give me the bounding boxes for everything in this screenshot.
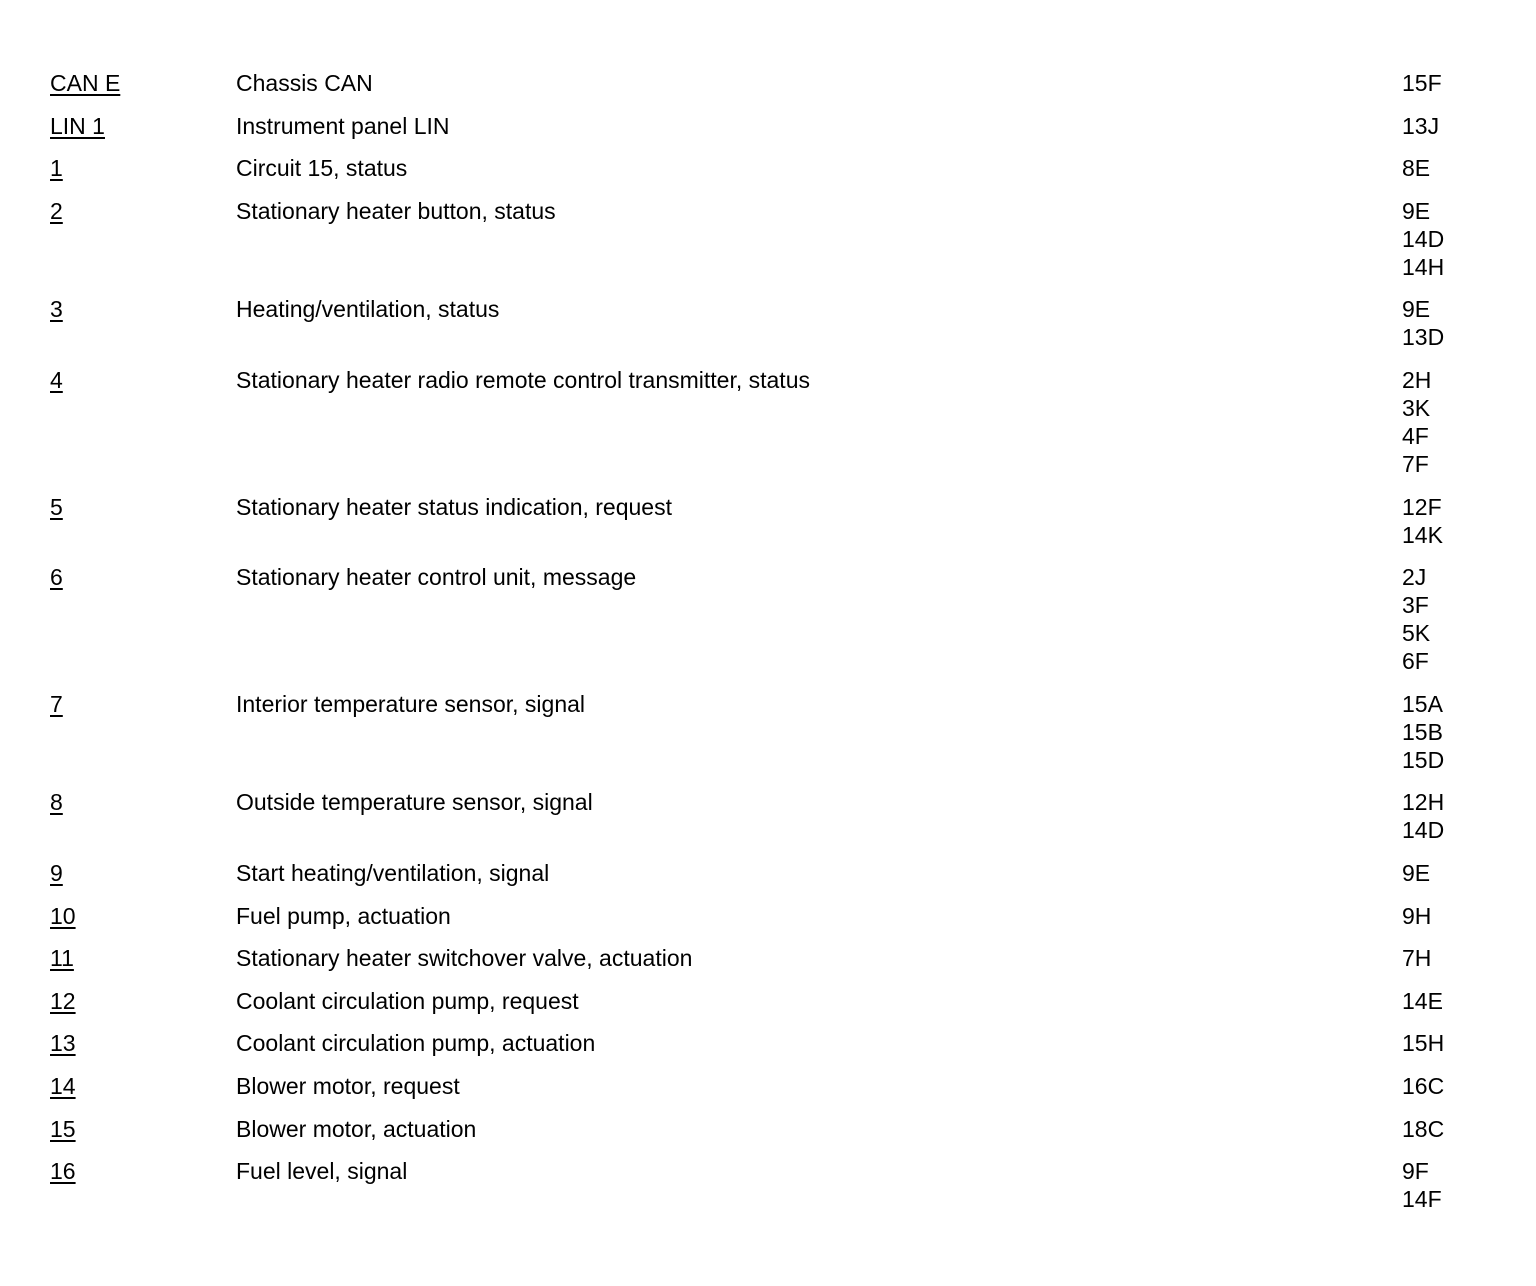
signal-description: Start heating/ventilation, signal	[236, 859, 550, 886]
signal-key-link[interactable]: 7	[50, 690, 63, 717]
grid-reference: 6F	[1402, 648, 1429, 675]
signal-key-link[interactable]: 13	[50, 1030, 76, 1057]
grid-reference: 8E	[1402, 155, 1431, 182]
signal-key-link[interactable]: 12	[50, 987, 76, 1014]
grid-reference: 15D	[1402, 746, 1445, 773]
grid-reference: 9E	[1402, 296, 1431, 323]
grid-references	[1402, 987, 1482, 1015]
grid-references	[1402, 788, 1482, 844]
grid-reference: 7H	[1402, 945, 1432, 972]
list-item	[50, 493, 1490, 549]
grid-reference: 5K	[1402, 620, 1431, 647]
signal-key-link[interactable]: 1	[50, 155, 63, 182]
signal-description: Stationary heater switchover valve, actuation	[236, 945, 693, 972]
list-item	[50, 690, 1490, 774]
signal-description: Circuit 15, status	[236, 155, 408, 182]
grid-reference: 13J	[1402, 112, 1440, 139]
signal-key-link[interactable]: 10	[50, 902, 76, 929]
list-item	[50, 112, 1490, 140]
signal-description: Coolant circulation pump, actuation	[236, 1030, 596, 1057]
grid-reference: 2H	[1402, 366, 1432, 393]
signal-description: Blower motor, request	[236, 1072, 460, 1099]
grid-references	[1402, 69, 1482, 97]
grid-references	[1402, 493, 1482, 549]
signal-description: Stationary heater control unit, message	[236, 564, 637, 591]
grid-references	[1402, 563, 1482, 675]
signal-key-link[interactable]: 14	[50, 1072, 76, 1099]
grid-reference: 14E	[1402, 987, 1443, 1014]
grid-reference: 14D	[1402, 817, 1445, 844]
grid-reference: 15H	[1402, 1030, 1445, 1057]
signal-key-link[interactable]: 5	[50, 493, 63, 520]
signal-key-link[interactable]: CAN E	[50, 70, 121, 96]
list-item	[50, 902, 1490, 930]
signal-key-link[interactable]: LIN 1	[50, 112, 105, 139]
grid-reference: 4F	[1402, 422, 1429, 449]
signal-key-link[interactable]: 8	[50, 789, 63, 816]
signal-key-link[interactable]: 4	[50, 366, 63, 393]
grid-reference: 13D	[1402, 324, 1445, 351]
grid-reference: 14F	[1402, 1186, 1442, 1213]
signal-legend-list	[50, 69, 1490, 1228]
grid-references	[1402, 1115, 1482, 1143]
grid-references	[1402, 366, 1482, 478]
list-item	[50, 563, 1490, 675]
signal-description: Blower motor, actuation	[236, 1115, 477, 1142]
signal-key-link[interactable]: 2	[50, 197, 63, 224]
signal-description: Instrument panel LIN	[236, 112, 450, 139]
signal-key-link[interactable]: 9	[50, 859, 63, 886]
list-item	[50, 154, 1490, 182]
grid-reference: 14H	[1402, 253, 1445, 280]
signal-description: Stationary heater button, status	[236, 197, 556, 224]
list-item	[50, 1072, 1490, 1100]
list-item	[50, 69, 1490, 97]
list-item	[50, 788, 1490, 844]
grid-reference: 12F	[1402, 493, 1442, 520]
list-item	[50, 987, 1490, 1015]
grid-references	[1402, 154, 1482, 182]
grid-reference: 7F	[1402, 450, 1429, 477]
list-item	[50, 859, 1490, 887]
signal-description: Fuel pump, actuation	[236, 902, 451, 929]
signal-key-link[interactable]: 15	[50, 1115, 76, 1142]
list-item	[50, 197, 1490, 281]
grid-references	[1402, 1029, 1482, 1057]
signal-key-link[interactable]: 3	[50, 296, 63, 323]
grid-reference: 12H	[1402, 789, 1445, 816]
grid-reference: 15B	[1402, 718, 1443, 745]
grid-reference: 16C	[1402, 1072, 1445, 1099]
grid-reference: 3F	[1402, 592, 1429, 619]
grid-reference: 2J	[1402, 564, 1427, 591]
grid-references	[1402, 859, 1482, 887]
grid-references	[1402, 1072, 1482, 1100]
list-item	[50, 1157, 1490, 1213]
list-item	[50, 944, 1490, 972]
grid-reference: 15A	[1402, 690, 1443, 717]
grid-reference: 14D	[1402, 225, 1445, 252]
grid-references	[1402, 112, 1482, 140]
signal-key-link[interactable]: 11	[50, 945, 74, 972]
grid-reference: 9H	[1402, 902, 1432, 929]
signal-description: Heating/ventilation, status	[236, 296, 500, 323]
signal-description: Interior temperature sensor, signal	[236, 690, 586, 717]
list-item	[50, 366, 1490, 478]
grid-references	[1402, 295, 1482, 351]
grid-references	[1402, 197, 1482, 281]
grid-references	[1402, 1157, 1482, 1213]
signal-description: Fuel level, signal	[236, 1158, 408, 1185]
grid-reference: 15F	[1402, 70, 1442, 96]
list-item	[50, 1115, 1490, 1143]
signal-description: Stationary heater radio remote control transmitter, status	[236, 366, 810, 393]
grid-reference: 9E	[1402, 859, 1431, 886]
signal-description: Chassis CAN	[236, 70, 373, 96]
signal-description: Outside temperature sensor, signal	[236, 789, 593, 816]
grid-reference: 3K	[1402, 394, 1431, 421]
grid-reference: 9F	[1402, 1158, 1429, 1185]
signal-description: Stationary heater status indication, request	[236, 493, 672, 520]
signal-description: Coolant circulation pump, request	[236, 987, 579, 1014]
signal-key-link[interactable]: 16	[50, 1158, 76, 1185]
grid-reference: 18C	[1402, 1115, 1445, 1142]
grid-references	[1402, 690, 1482, 774]
grid-reference: 14K	[1402, 521, 1443, 548]
grid-references	[1402, 944, 1482, 972]
list-item	[50, 1029, 1490, 1057]
grid-references	[1402, 902, 1482, 930]
grid-reference: 9E	[1402, 197, 1431, 224]
signal-key-link[interactable]: 6	[50, 564, 63, 591]
list-item	[50, 295, 1490, 351]
